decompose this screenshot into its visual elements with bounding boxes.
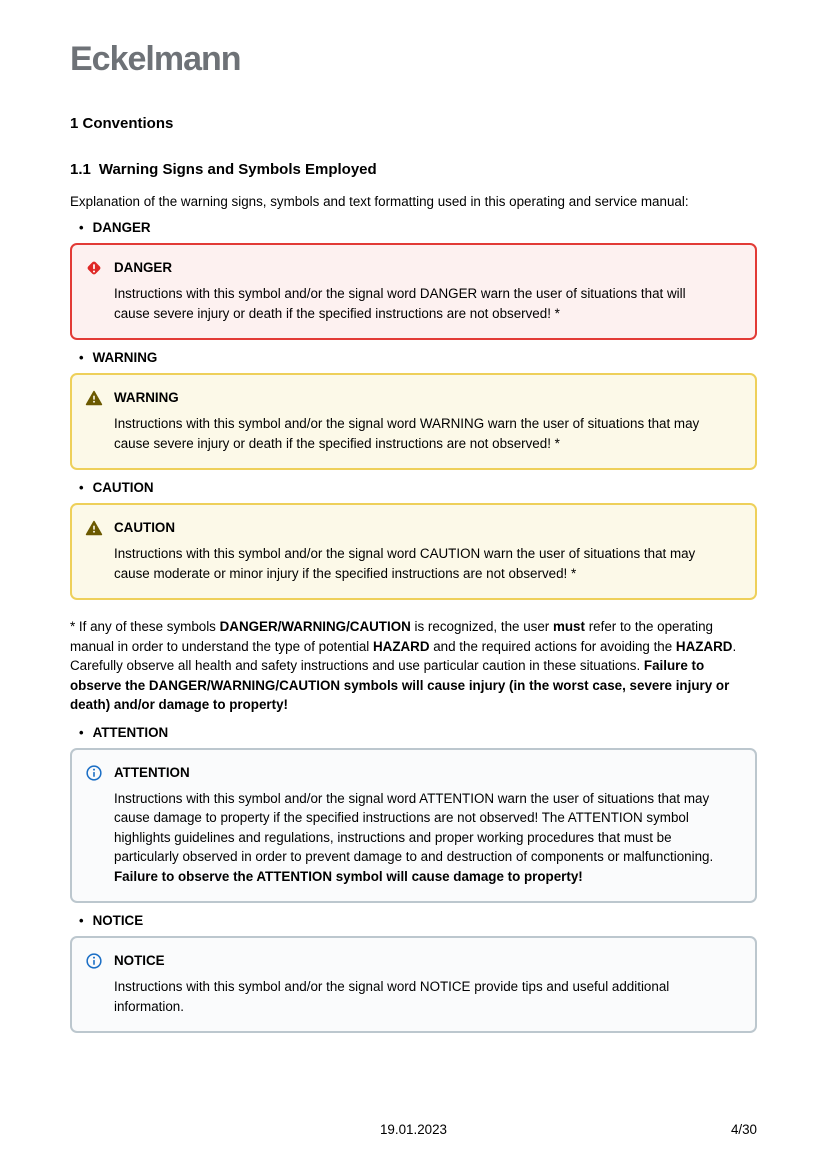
callout-group-top xyxy=(70,220,757,600)
list-item-caution xyxy=(79,480,757,495)
list-item-danger xyxy=(79,220,757,235)
bullet-icon: • xyxy=(79,913,84,928)
callout-notice xyxy=(70,936,757,1033)
footnote-paragraph: * If any of these symbols DANGER/WARNING/CAUTION is recognized, the user must refer to the operating manual in order to understand the type of potential HAZARD and the required actions for avoiding the HAZARD. Carefully observe all health and safety instructions and use particular caution in these situations. Failure to observe the DANGER/WARNING/CAUTION symbols will cause injury (in the worst case, severe injury or death) and/or damage to property! xyxy=(70,619,737,712)
callout-content xyxy=(114,258,739,323)
company-logo: Eckelmann xyxy=(70,40,241,78)
bullet-icon: • xyxy=(79,724,84,740)
danger-diamond-icon xyxy=(85,259,103,277)
callout-attention xyxy=(70,748,757,904)
section-title: Warning Signs and Symbols Employed xyxy=(98,161,377,178)
callout-content xyxy=(114,388,739,453)
callout-title: WARNING xyxy=(114,390,179,405)
callout-body: Instructions with this symbol and/or the signal word DANGER warn the user of situations that will cause severe injury or death if the specified instructions are not observed! * xyxy=(114,286,686,321)
section-number: 1.1 xyxy=(70,161,91,178)
callout-title: CAUTION xyxy=(114,520,175,535)
warning-triangle-icon xyxy=(85,519,103,537)
intro-text: Explanation of the warning signs, symbols and text formatting used in this operating and service manual: xyxy=(70,194,689,209)
bullet-label: CAUTION xyxy=(92,480,154,495)
footer-date: 19.01.2023 xyxy=(379,1122,448,1137)
callout-body: Instructions with this symbol and/or the signal word CAUTION warn the user of situations that may cause moderate or minor injury if the specified instructions are not observed! * xyxy=(114,546,696,581)
list-item-warning xyxy=(79,350,757,365)
bullet-label: ATTENTION xyxy=(92,724,169,740)
callout-title: DANGER xyxy=(114,260,173,275)
bullet-label: DANGER xyxy=(92,220,151,235)
callout-content xyxy=(114,951,739,1016)
info-circle-icon xyxy=(85,764,103,782)
bullet-label: NOTICE xyxy=(92,913,144,928)
callout-warning xyxy=(70,373,757,470)
section-heading xyxy=(70,161,757,178)
bullet-label: WARNING xyxy=(92,350,158,365)
callout-body: Instructions with this symbol and/or the signal word WARNING warn the user of situations that may cause severe injury or death if the specified instructions are not observed! * xyxy=(114,416,700,451)
info-circle-icon xyxy=(85,952,103,970)
page-footer xyxy=(70,1122,757,1138)
bullet-icon: • xyxy=(79,350,84,365)
callout-caution xyxy=(70,503,757,600)
callout-content xyxy=(114,518,739,583)
footer-page-number: 4/30 xyxy=(730,1122,757,1137)
bullet-icon: • xyxy=(79,480,84,495)
callout-title: NOTICE xyxy=(114,953,165,968)
callout-body: Instructions with this symbol and/or the signal word ATTENTION warn the user of situations that may cause damage to property if the specified instructions are not observed! The ATTENTION symbol highlights guidelines and regulations, instructions and proper working procedures that must be particularly observed in order to prevent damage to and destruction of components or malfunctioning. Failure to observe the ATTENTION symbol will cause damage to property! xyxy=(114,790,714,884)
bullet-icon: • xyxy=(79,220,84,235)
list-item-notice xyxy=(79,913,757,928)
list-item-attention xyxy=(79,725,757,740)
callout-title: ATTENTION xyxy=(114,764,190,780)
chapter-heading: 1 Conventions xyxy=(70,115,174,132)
warning-triangle-icon xyxy=(85,389,103,407)
callout-group-bottom xyxy=(70,725,757,1034)
callout-content xyxy=(114,763,739,887)
callout-body: Instructions with this symbol and/or the signal word NOTICE provide tips and useful additional information. xyxy=(114,979,670,1014)
callout-danger xyxy=(70,243,757,340)
